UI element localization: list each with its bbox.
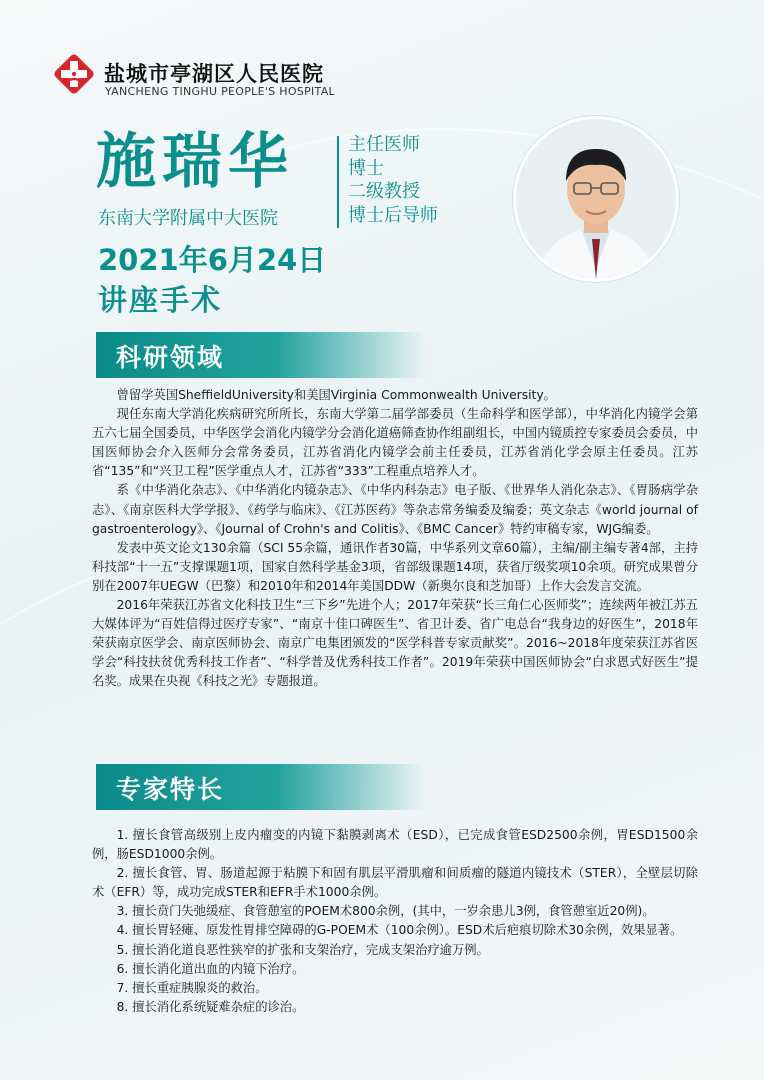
section-title: 科研领域: [116, 343, 225, 372]
doctor-portrait-icon: [516, 119, 676, 279]
section-header-research: [96, 332, 426, 378]
expertise-list: [92, 826, 698, 1017]
doctor-title: 主任医师: [348, 134, 420, 155]
hospital-name: 盐城市亭湖区人民医院: [104, 62, 324, 86]
paragraph: 系《中华消化杂志》、《中华消化内镜杂志》、《中华内科杂志》电子版、《世界华人消化杂志》、《胃肠病学杂志》、《南京医科大学学报》、《药学与临床》、《江苏医药》等杂志常务编委及编委；英文杂志《world journal of gastroenterology》、《Journal of Crohn's and Colitis》、《BMC Cancer》特约审稿专家，WJG编委。: [92, 483, 698, 536]
list-item: 8. 擅长消化系统疑难杂症的诊治。: [116, 999, 305, 1014]
list-item: 6. 擅长消化道出血的内镜下治疗。: [116, 961, 305, 976]
list-item: 5. 擅长消化道良恶性狭窄的扩张和支架治疗，完成支架治疗逾万例。: [116, 942, 489, 957]
list-item: 1. 擅长食管高级别上皮内瘤变的内镜下黏膜剥离术（ESD），已完成食管ESD2500余例，胃ESD1500余例，肠ESD1000余例。: [92, 828, 698, 862]
doctor-title: 博士: [348, 157, 384, 179]
section-title: 专家特长: [116, 775, 225, 804]
hospital-name-en: YANCHENG TINGHU PEOPLE'S HOSPITAL: [105, 85, 335, 98]
doctor-affiliation: 东南大学附属中大医院: [98, 208, 278, 229]
paragraph: 曾留学英国SheffieldUniversity和美国Virginia Commonwealth University。: [116, 388, 556, 402]
paragraph: 发表中英文论文130余篇（SCI 55余篇，通讯作者30篇，中华系列文章60篇），主编/副主编专著4部，主持科技部“十一五”支撑课题1项，国家自然科学基金3项，省部级课题14项，获省厅级奖项10余项。研究成果曾分别在2007年UEGW（巴黎）和2010年和2014年美国DDW（新奥尔良和芝加哥）上作大会发言交流。: [92, 540, 698, 593]
hospital-cross-logo-icon: [52, 52, 96, 96]
divider: [337, 136, 339, 228]
event-type: 讲座手术: [98, 283, 223, 317]
doctor-titles: [348, 133, 438, 227]
doctor-portrait: [513, 116, 679, 282]
doctor-name: 施瑞华: [96, 127, 294, 197]
paragraph: 现任东南大学消化疾病研究所所长，东南大学第二届学部委员（生命科学和医学部），中华消化内镜学会第五六七届全国委员，中华医学会消化内镜学分会消化道癌筛查协作组副组长，中国内镜质控专家委员会委员，中国医师协会介入医师分会常务委员，江苏省消化内镜学会前主任委员，江苏省消化学会原主任委员。江苏省“135”和“兴卫工程”医学重点人才，江苏省“333”工程重点培养人才。: [92, 407, 698, 479]
list-item: 3. 擅长贲门失弛缓症、食管憩室的POEM术800余例，(其中，一岁余患儿3例，食管憩室近20例)。: [116, 904, 655, 919]
research-text: [92, 386, 698, 692]
doctor-title: 二级教授: [348, 181, 420, 202]
list-item: 2. 擅长食管、胃、肠道起源于粘膜下和固有肌层平滑肌瘤和间质瘤的隧道内镜技术（STER），全壁层切除术（EFR）等，成功完成STER和EFR手术1000余例。: [92, 866, 698, 900]
section-header-expertise: [96, 764, 426, 810]
paragraph: 2016年荣获江苏省文化科技卫生“三下乡”先进个人；2017年荣获“长三角仁心医师奖”；连续两年被江苏五大媒体评为“百姓信得过医疗专家”、“南京十佳口碑医生”、省卫计委、省广电总台“我身边的好医生”，2018年荣获南京医学会、南京医师协会、南京广电集团颁发的“医学科普专家贡献奖”。2016~2018年度荣获江苏省医学会“科技扶贫优秀科技工作者”、“科学普及优秀科技工作者”。2019年荣获中国医师协会“白求恩式好医生”提名奖。成果在央视《科技之光》专题报道。: [92, 598, 698, 689]
list-item: 4. 擅长胃轻瘫、原发性胃排空障碍的G-POEM术（100余例）。ESD术后疤痕切除术30余例，效果显著。: [116, 923, 683, 938]
doctor-title: 博士后导师: [348, 204, 438, 226]
event-date: 2021年6月24日: [98, 243, 327, 277]
list-item: 7. 擅长重症胰腺炎的救治。: [116, 980, 268, 995]
